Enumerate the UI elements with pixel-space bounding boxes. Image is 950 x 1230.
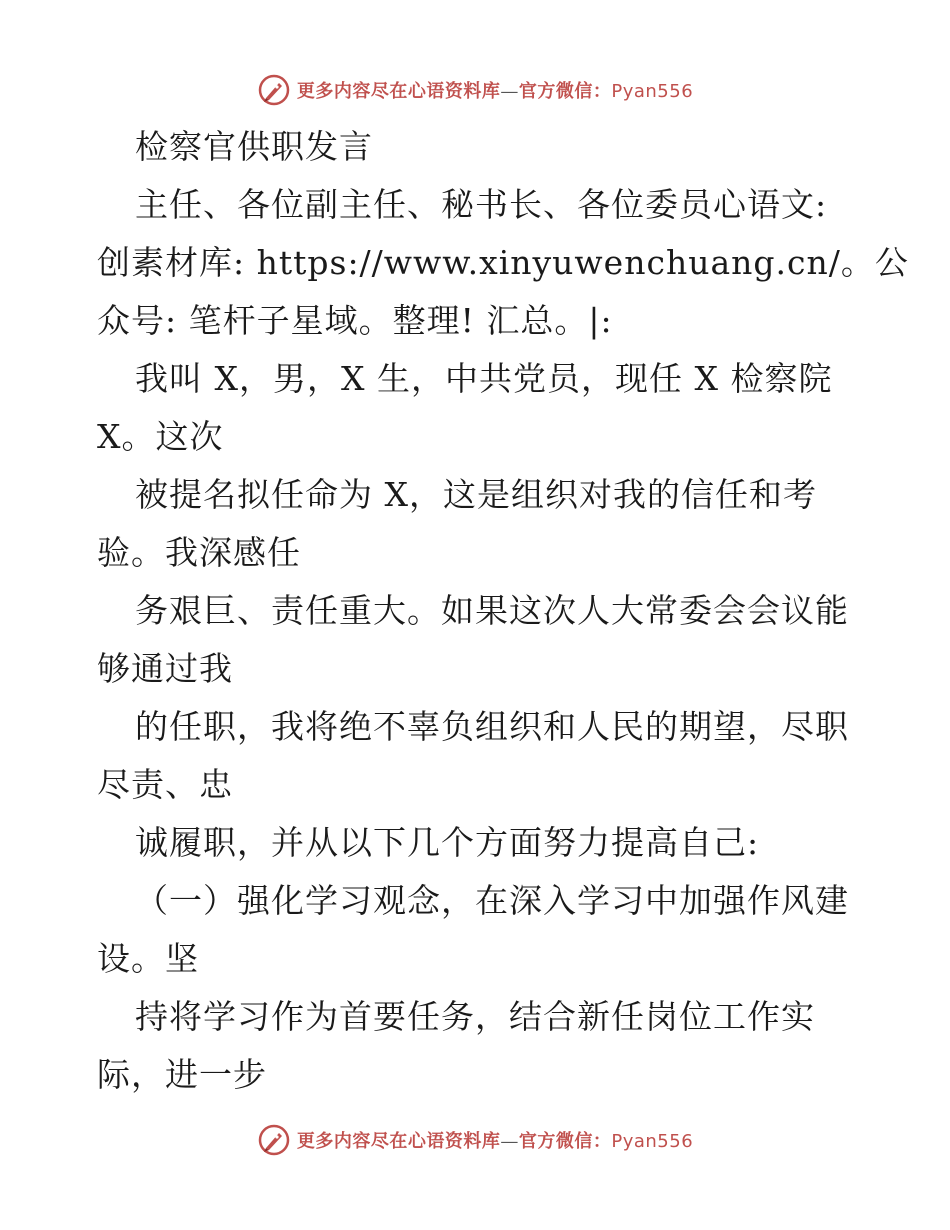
document-title: 检察官供职发言: [135, 127, 373, 166]
text-line: 持将学习作为首要任务，结合新任岗位工作实: [135, 997, 815, 1036]
text-line: 主任、各位副主任、秘书长、各位委员心语文:: [135, 185, 828, 224]
banner-dash: —: [500, 1131, 519, 1152]
header-watermark-banner: [0, 70, 950, 110]
text-line: 务艰巨、责任重大。如果这次人大常委会会议能: [135, 591, 849, 630]
banner-wechat-id: Pyan556: [611, 1131, 694, 1152]
banner-main-text: 更多内容尽在心语资料库: [296, 81, 501, 102]
banner-text: [297, 77, 693, 103]
text-line: 的任职，我将绝不辜负组织和人民的期望，尽职: [135, 707, 849, 746]
text-line: 设。坚: [97, 939, 199, 978]
text-line: 创素材库: https://www.xinyuwenchuang.cn/。公: [97, 243, 909, 282]
text-line: 尽责、忠: [97, 765, 233, 804]
banner-main-text: 更多内容尽在心语资料库: [296, 1131, 501, 1152]
pen-nib-logo-icon: [257, 73, 291, 107]
text-line: 被提名拟任命为 X，这是组织对我的信任和考: [135, 475, 817, 514]
text-line: X。这次: [97, 417, 224, 456]
pen-nib-logo-icon: [257, 1123, 291, 1157]
footer-watermark-banner: [0, 1120, 950, 1160]
text-line: 众号: 笔杆子星域。整理! 汇总。|:: [97, 301, 613, 340]
text-line: 够通过我: [97, 649, 233, 688]
text-line: 际，进一步: [97, 1055, 267, 1094]
banner-dash: —: [500, 81, 519, 102]
banner-official-label: 官方微信：: [518, 1131, 612, 1152]
text-line: 验。我深感任: [97, 533, 301, 572]
banner-official-label: 官方微信：: [518, 81, 612, 102]
document-body: [97, 118, 909, 1104]
banner-text: [297, 1127, 693, 1153]
banner-wechat-id: Pyan556: [611, 81, 694, 102]
text-line: 我叫 X，男，X 生，中共党员，现任 X 检察院: [135, 359, 833, 398]
text-line: （一）强化学习观念，在深入学习中加强作风建: [135, 881, 849, 920]
text-line: 诚履职，并从以下几个方面努力提高自己:: [135, 823, 760, 862]
